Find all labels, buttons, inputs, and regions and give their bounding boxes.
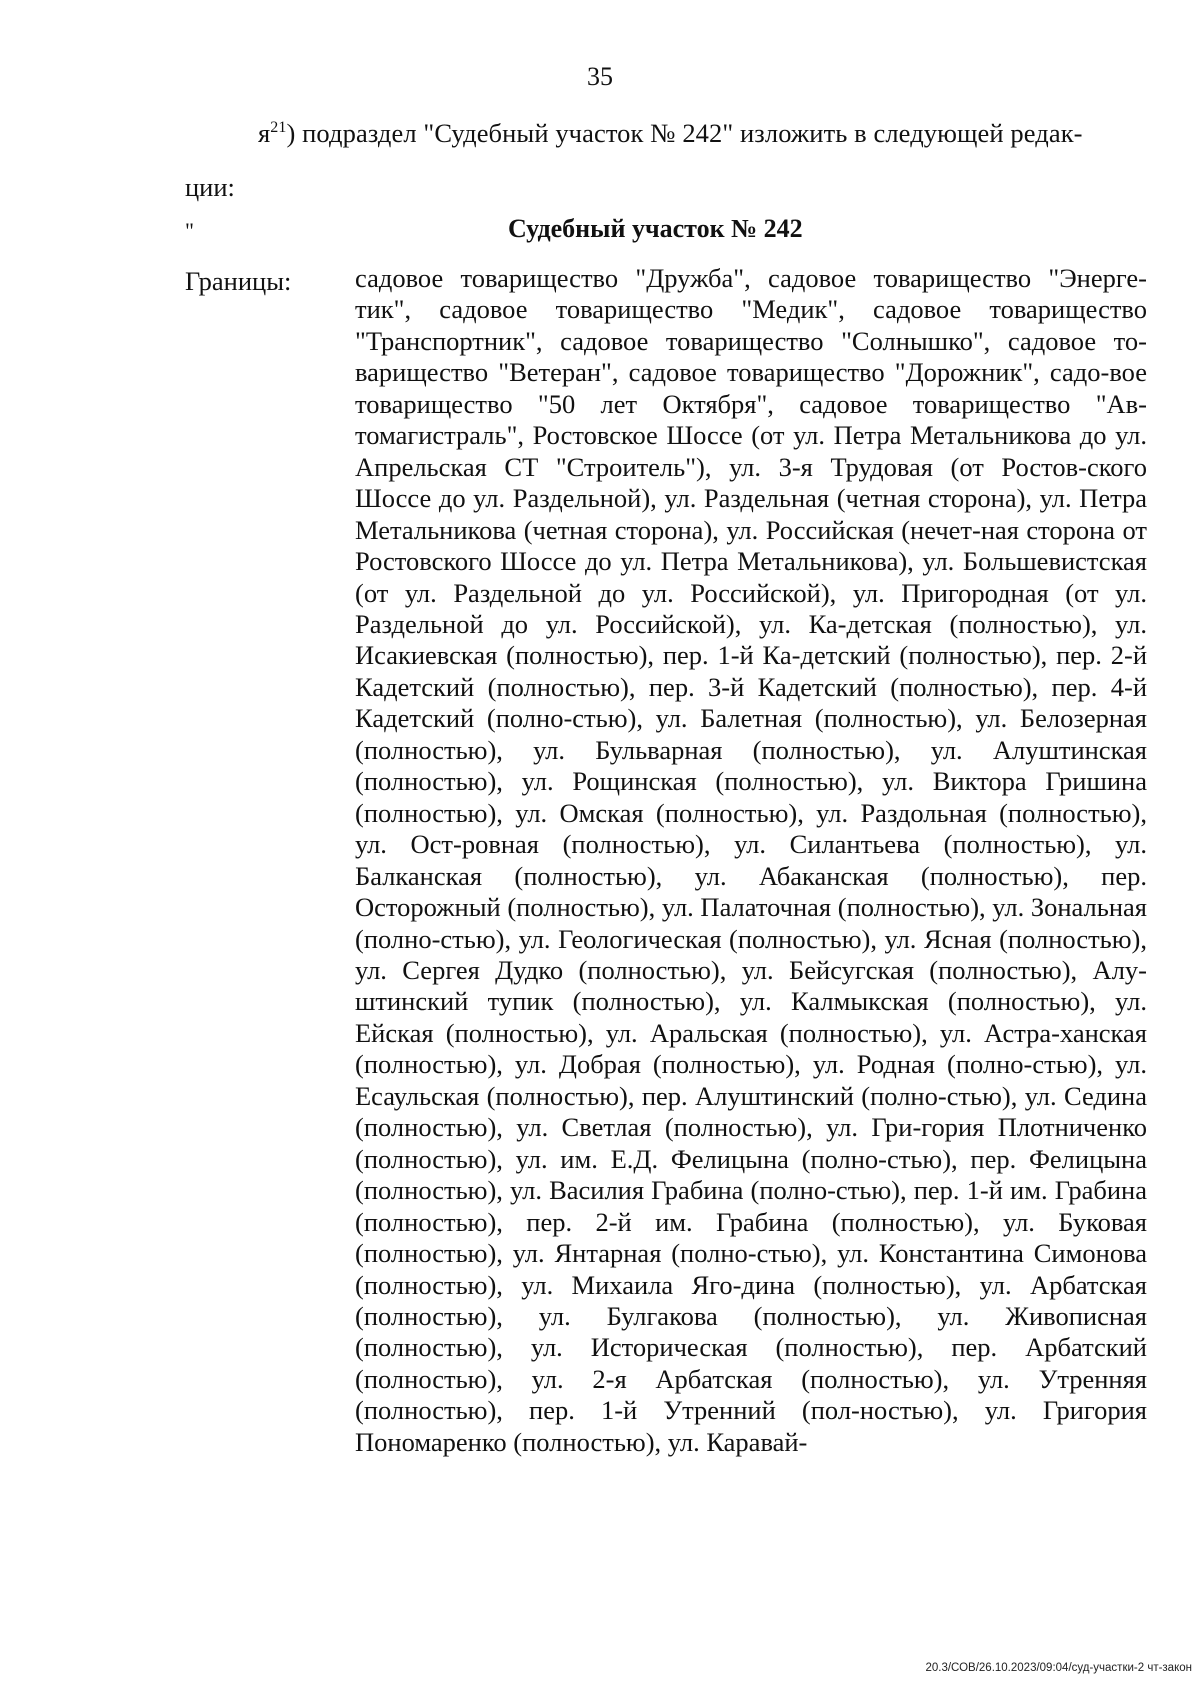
- footer-code: 20.3/СОВ/26.10.2023/09:04/суд-участки-2 чт-закон: [925, 1662, 1192, 1674]
- borders-label: Границы:: [185, 266, 292, 296]
- intro-text: ) подраздел "Судебный участок № 242" изложить в следующей редак-: [286, 118, 1083, 148]
- section-title: Судебный участок № 242: [508, 214, 803, 243]
- page-number: 35: [587, 62, 613, 91]
- open-quote: ": [185, 218, 194, 243]
- borders-text: садовое товарищество "Дружба", садовое товарищество "Энерге-тик", садовое товарищество "Медик", садовое товарищество "Транспортник", садовое товарищество "Солнышко", садовое то-варищество "Ветеран", садовое товарищество "Дорожник", садо-вое товарищество "50 лет Октября", садовое товарищество "Ав-томагистраль", Ростовское Шоссе (от ул. Петра Метальникова до ул. Апрельская СТ "Строитель"), ул. 3-я Трудовая (от Ростов-ского Шоссе до ул. Раздельной), ул. Раздельная (четная сторона), ул. Петра Метальникова (четная сторона), ул. Российская (нечет-ная сторона от Ростовского Шоссе до ул. Петра Метальникова), ул. Большевистская (от ул. Раздельной до ул. Российской), ул. Пригородная (от ул. Раздельной до ул. Российской), ул. Ка-детская (полностью), ул. Исакиевская (полностью), пер. 1-й Ка-детский (полностью), пер. 2-й Кадетский (полностью), пер. 3-й Кадетский (полностью), пер. 4-й Кадетский (полно-стью), ул. Балетная (полностью), ул. Белозерная (полностью), ул. Бульварная (полностью), ул. Алуштинская (полностью), ул. Рощинская (полностью), ул. Виктора Гришина (полностью), ул. Омская (полностью), ул. Раздольная (полностью), ул. Ост-ровная (полностью), ул. Силантьева (полностью), ул. Балканская (полностью), ул. Абаканская (полностью), пер. Осторожный (полностью), ул. Палаточная (полностью), ул. Зональная (полно-стью), ул. Геологическая (полностью), ул. Ясная (полностью), ул. Сергея Дудко (полностью), ул. Бейсугская (полностью), Алу-штинский тупик (полностью), ул. Калмыкская (полностью), ул. Ейская (полностью), ул. Аральская (полностью), ул. Астра-ханская (полностью), ул. Добрая (полностью), ул. Родная (полно-стью), ул. Есаульская (полностью), пер. Алуштинский (полно-стью), ул. Седина (полностью), ул. Светлая (полностью), ул. Гри-гория Плотниченко (полностью), ул. им. Е.Д. Фелицына (полно-стью), пер. Фелицына (полностью), ул. Василия Грабина (полно-стью), пер. 1-й им. Грабина (полностью), пер. 2-й им. Грабина (полностью), ул. Буковая (полностью), ул. Янтарная (полно-стью), ул. Константина Симонова (полностью), ул. Михаила Яго-дина (полностью), ул. Арбатская (полностью), ул. Булгакова (полностью), ул. Живописная (полностью), ул. Историческая (полностью), пер. Арбатский (полностью), ул. 2-я Арбатская (полностью), ул. Утренняя (полностью), пер. 1-й Утренний (пол-ностью), ул. Григория Пономаренко (полностью), ул. Каравай-: [355, 263, 1147, 1457]
- intro-continuation: ции:: [185, 172, 235, 202]
- item-letter: я: [258, 118, 271, 148]
- item-superscript: 21: [270, 119, 287, 136]
- intro-line: [258, 118, 1083, 149]
